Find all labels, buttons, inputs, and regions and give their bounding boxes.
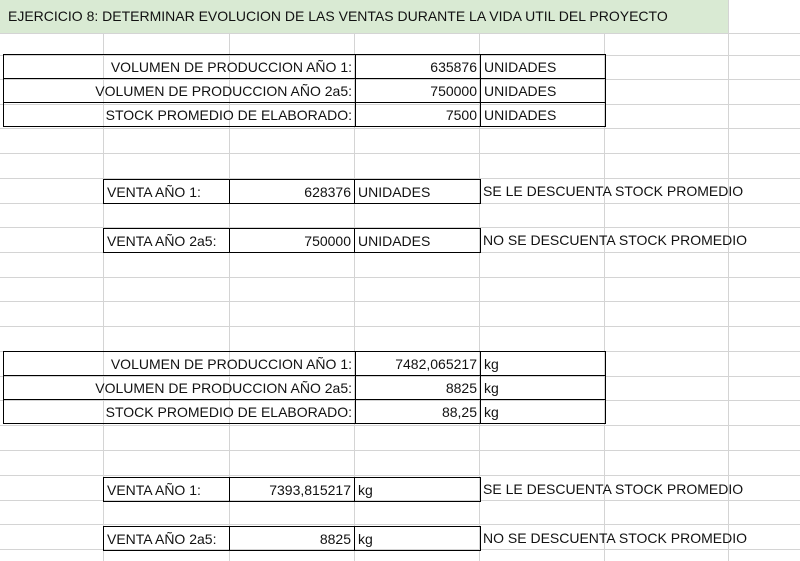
value-cell[interactable]: 635876 <box>356 55 481 79</box>
note-cell[interactable]: SE LE DESCUENTA STOCK PROMEDIO <box>483 183 744 199</box>
label-cell[interactable]: VENTA AÑO 2a5: <box>104 229 230 253</box>
label-cell[interactable]: STOCK PROMEDIO DE ELABORADO: <box>4 400 356 424</box>
unit-cell[interactable]: UNIDADES <box>481 79 606 103</box>
kg-sales-year1-table <box>103 477 481 502</box>
units-production-table <box>3 54 606 127</box>
unit-cell[interactable]: UNIDADES <box>355 180 481 204</box>
table-row <box>4 103 606 127</box>
value-cell[interactable]: 7482,065217 <box>356 352 481 376</box>
units-sales-year2-5-table <box>103 228 481 253</box>
value-cell[interactable]: 7500 <box>356 103 481 127</box>
note-cell[interactable]: NO SE DESCUENTA STOCK PROMEDIO <box>483 232 747 248</box>
table-row <box>104 527 481 551</box>
kg-sales-year2-5-table <box>103 526 481 551</box>
label-cell[interactable]: VOLUMEN DE PRODUCCION AÑO 1: <box>4 352 356 376</box>
table-row <box>4 376 606 400</box>
value-cell[interactable]: 8825 <box>356 376 481 400</box>
unit-cell[interactable]: UNIDADES <box>481 55 606 79</box>
note-cell[interactable]: NO SE DESCUENTA STOCK PROMEDIO <box>483 530 747 546</box>
label-cell[interactable]: VOLUMEN DE PRODUCCION AÑO 1: <box>4 55 356 79</box>
label-cell[interactable]: VENTA AÑO 2a5: <box>104 527 230 551</box>
value-cell[interactable]: 750000 <box>356 79 481 103</box>
value-cell[interactable]: 88,25 <box>356 400 481 424</box>
unit-cell[interactable]: UNIDADES <box>481 103 606 127</box>
label-cell[interactable]: VENTA AÑO 1: <box>104 180 230 204</box>
table-row <box>4 352 606 376</box>
exercise-title[interactable]: EJERCICIO 8: DETERMINAR EVOLUCION DE LAS VENTAS DURANTE LA VIDA UTIL DEL PROYECTO <box>0 0 728 33</box>
unit-cell[interactable]: UNIDADES <box>355 229 481 253</box>
table-row <box>104 478 481 502</box>
note-cell[interactable]: SE LE DESCUENTA STOCK PROMEDIO <box>483 481 744 497</box>
unit-cell[interactable]: kg <box>355 527 481 551</box>
unit-cell[interactable]: kg <box>355 478 481 502</box>
table-row <box>4 400 606 424</box>
unit-cell[interactable]: kg <box>481 352 606 376</box>
table-row <box>4 55 606 79</box>
value-cell[interactable]: 750000 <box>230 229 355 253</box>
label-cell[interactable]: STOCK PROMEDIO DE ELABORADO: <box>4 103 356 127</box>
kg-production-table <box>3 351 606 424</box>
label-cell[interactable]: VOLUMEN DE PRODUCCION AÑO 2a5: <box>4 79 356 103</box>
table-row <box>4 79 606 103</box>
unit-cell[interactable]: kg <box>481 376 606 400</box>
units-sales-year1-table <box>103 179 481 204</box>
value-cell[interactable]: 7393,815217 <box>230 478 355 502</box>
label-cell[interactable]: VOLUMEN DE PRODUCCION AÑO 2a5: <box>4 376 356 400</box>
value-cell[interactable]: 628376 <box>230 180 355 204</box>
label-cell[interactable]: VENTA AÑO 1: <box>104 478 230 502</box>
table-row <box>104 229 481 253</box>
unit-cell[interactable]: kg <box>481 400 606 424</box>
table-row <box>104 180 481 204</box>
value-cell[interactable]: 8825 <box>230 527 355 551</box>
